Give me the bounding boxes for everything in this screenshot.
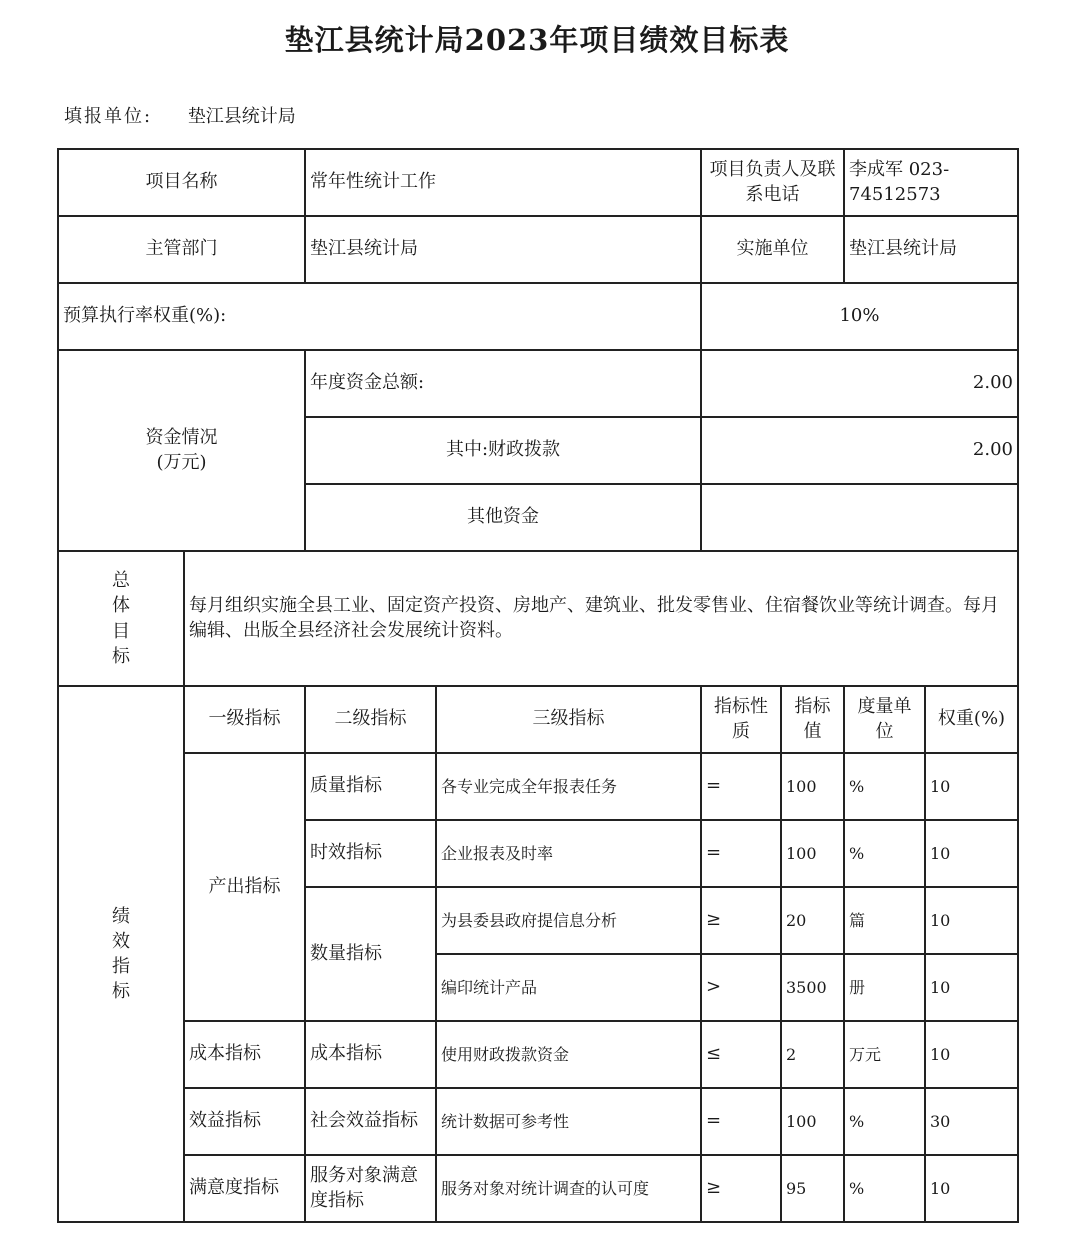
project-name-row [58, 149, 1018, 216]
header-weight: 权重(%) [925, 686, 1018, 753]
indicator-name: 使用财政拨款资金 [436, 1021, 701, 1088]
department-row [58, 216, 1018, 283]
project-name-label: 项目名称 [58, 149, 305, 216]
indicator-value: 100 [781, 753, 844, 820]
indicator-header-row [58, 686, 1018, 753]
indicator-weight: 10 [925, 887, 1018, 954]
funds-total-value: 2.00 [701, 350, 1018, 417]
funds-label-cell [58, 350, 305, 551]
indicator-value: 100 [781, 820, 844, 887]
indicator-weight: 10 [925, 1155, 1018, 1222]
indicator-name: 统计数据可参考性 [436, 1088, 701, 1155]
header-unit: 度量单位 [844, 686, 925, 753]
funds-total-label: 年度资金总额: [305, 350, 701, 417]
indicator-unit: % [844, 820, 925, 887]
indicator-nature: ≤ [701, 1021, 781, 1088]
filler-unit-value: 垫江县统计局 [187, 106, 296, 127]
group-benefit-level1: 效益指标 [184, 1088, 305, 1155]
project-name-value: 常年性统计工作 [305, 149, 701, 216]
overall-goal-char: 目 [112, 620, 130, 642]
indicator-name: 各专业完成全年报表任务 [436, 753, 701, 820]
indicator-weight: 10 [925, 1021, 1018, 1088]
indicator-unit: 万元 [844, 1021, 925, 1088]
impl-value: 垫江县统计局 [844, 216, 1018, 283]
indicator-weight: 10 [925, 753, 1018, 820]
header-level1: 一级指标 [184, 686, 305, 753]
indicator-name: 服务对象对统计调查的认可度 [436, 1155, 701, 1222]
indicator-value: 95 [781, 1155, 844, 1222]
performance-table [57, 148, 1019, 1223]
group-satisfaction-level1: 满意度指标 [184, 1155, 305, 1222]
filler-unit-label: 填报单位: [64, 106, 153, 127]
indicators-char: 绩 [112, 905, 130, 927]
indicator-nature: ≥ [701, 1155, 781, 1222]
funds-label: 资金情况 [145, 427, 218, 449]
header-value: 指标值 [781, 686, 844, 753]
group-cost-level1: 成本指标 [184, 1021, 305, 1088]
group-quantity: 数量指标 [305, 887, 436, 1021]
overall-goal-text: 每月组织实施全县工业、固定资产投资、房地产、建筑业、批发零售业、住宿餐饮业等统计调查。每月编辑、出版全县经济社会发展统计资料。 [184, 551, 1018, 686]
overall-goal-char: 体 [112, 595, 130, 617]
table-row [58, 1021, 1018, 1088]
funds-total-row [58, 350, 1018, 417]
indicators-char: 指 [112, 956, 130, 977]
table-row [58, 753, 1018, 820]
indicator-weight: 10 [925, 954, 1018, 1021]
indicator-name: 为县委县政府提信息分析 [436, 887, 701, 954]
overall-goal-char: 标 [112, 645, 130, 667]
dept-label: 主管部门 [58, 216, 305, 283]
project-leader-value: 李成军 023-74512573 [844, 149, 1018, 216]
indicators-char: 效 [112, 930, 130, 952]
indicators-label [58, 686, 184, 1222]
budget-weight-label: 预算执行率权重(%): [58, 283, 701, 350]
indicators-char: 标 [112, 981, 130, 1003]
header-level3: 三级指标 [436, 686, 701, 753]
impl-label: 实施单位 [701, 216, 844, 283]
indicator-value: 3500 [781, 954, 844, 1021]
filler-unit-row [64, 102, 296, 128]
overall-goal-label [58, 551, 184, 686]
overall-goal-row [58, 551, 1018, 686]
budget-weight-row [58, 283, 1018, 350]
group-cost-level2: 成本指标 [305, 1021, 436, 1088]
table-row [58, 1155, 1018, 1222]
indicator-unit: 篇 [844, 887, 925, 954]
group-output: 产出指标 [184, 753, 305, 1021]
budget-weight-value: 10% [701, 283, 1018, 350]
group-benefit-level2: 社会效益指标 [305, 1088, 436, 1155]
indicator-name: 企业报表及时率 [436, 820, 701, 887]
funds-unit: (万元) [156, 451, 207, 473]
indicator-weight: 10 [925, 820, 1018, 887]
indicator-unit: % [844, 1155, 925, 1222]
indicator-value: 20 [781, 887, 844, 954]
indicator-nature: > [701, 954, 781, 1021]
funds-fiscal-value: 2.00 [701, 417, 1018, 484]
indicator-nature: = [701, 753, 781, 820]
header-nature: 指标性质 [701, 686, 781, 753]
funds-fiscal-label: 其中:财政拨款 [305, 417, 701, 484]
indicator-name: 编印统计产品 [436, 954, 701, 1021]
funds-other-value [701, 484, 1018, 551]
indicator-unit: % [844, 1088, 925, 1155]
group-timeliness: 时效指标 [305, 820, 436, 887]
table-row [58, 1088, 1018, 1155]
indicator-nature: = [701, 820, 781, 887]
funds-other-label: 其他资金 [305, 484, 701, 551]
indicator-unit: 册 [844, 954, 925, 1021]
group-quality: 质量指标 [305, 753, 436, 820]
indicator-nature: = [701, 1088, 781, 1155]
indicator-unit: % [844, 753, 925, 820]
overall-goal-char: 总 [112, 570, 130, 592]
dept-value: 垫江县统计局 [305, 216, 701, 283]
indicator-value: 2 [781, 1021, 844, 1088]
indicator-nature: ≥ [701, 887, 781, 954]
header-level2: 二级指标 [305, 686, 436, 753]
group-satisfaction-level2: 服务对象满意度指标 [305, 1155, 436, 1222]
project-leader-label: 项目负责人及联系电话 [701, 149, 844, 216]
page-title: 垫江县统计局2023年项目绩效目标表 [284, 23, 790, 57]
indicator-weight: 30 [925, 1088, 1018, 1155]
indicator-value: 100 [781, 1088, 844, 1155]
